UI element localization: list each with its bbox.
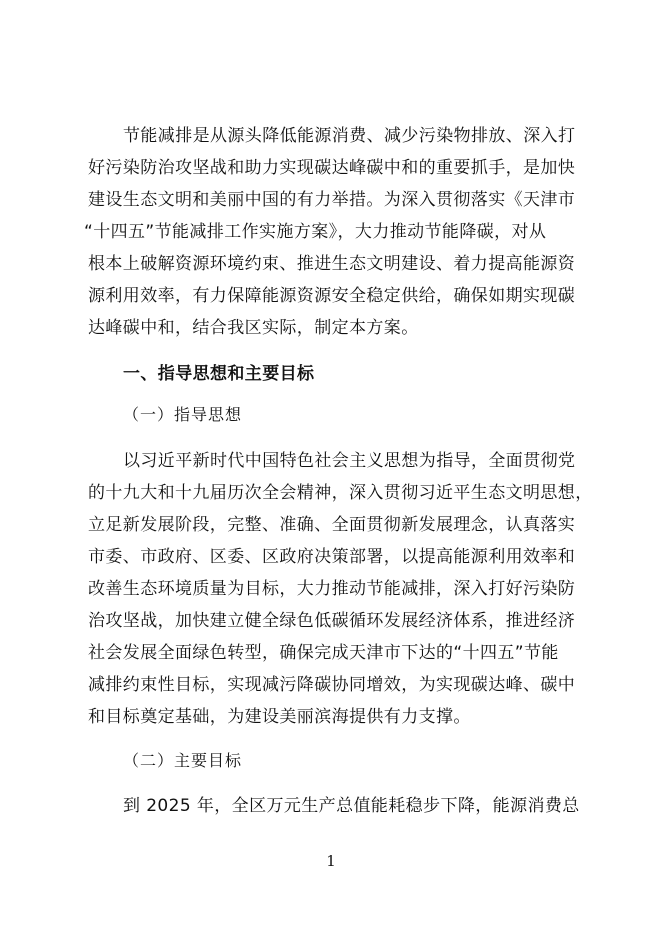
intro-line: 源利用效率，有力保障能源资源安全稳定供给，确保如期实现碳 (88, 286, 576, 306)
guiding-line: 以习近平新时代中国特色社会主义思想为指导，全面贯彻党 (123, 451, 576, 471)
guiding-line: 减排约束性目标，实现减污降碳协同增效，为实现碳达峰、碳中 (88, 675, 576, 695)
guiding-line: 立足新发展阶段，完整、准确、全面贯彻新发展理念，认真落实 (88, 515, 576, 535)
guiding-line: 市委、市政府、区委、区政府决策部署，以提高能源利用效率和 (88, 547, 576, 567)
subsection-heading: （一）指导思想 (123, 405, 243, 424)
guiding-line: 治攻坚战，加快建立健全绿色低碳循环发展经济体系，推进经济 (88, 611, 576, 631)
guiding-line: 社会发展全面绿色转型，确保完成天津市下达的“十四五”节能 (88, 643, 559, 663)
subsection-heading: （二）主要目标 (123, 751, 243, 770)
intro-line: 建设生态文明和美丽中国的有力举措。为深入贯彻落实《天津市 (88, 190, 576, 210)
intro-line: 节能减排是从源头降低能源消费、减少污染物排放、深入打 (123, 126, 576, 146)
page-number: 1 (326, 852, 336, 870)
intro-line: 好污染防治攻坚战和助力实现碳达峰碳中和的重要抓手，是加快 (88, 158, 576, 178)
goals-line: 到 2025 年，全区万元生产总值能耗稳步下降，能源消费总 (123, 796, 580, 816)
section-heading: 一、指导思想和主要目标 (123, 364, 315, 384)
guiding-line: 改善生态环境质量为目标，大力推动节能减排，深入打好污染防 (88, 579, 576, 599)
intro-line: 达峰碳中和，结合我区实际，制定本方案。 (88, 318, 419, 338)
guiding-line: 的十九大和十九届历次全会精神，深入贯彻习近平生态文明思想， (88, 483, 593, 503)
intro-line: “十四五”节能减排工作实施方案》，大力推动节能降碳，对从 (84, 222, 547, 242)
guiding-line: 和目标奠定基础，为建设美丽滨海提供有力支撑。 (88, 707, 471, 727)
intro-line: 根本上破解资源环境约束、推进生态文明建设、着力提高能源资 (88, 254, 576, 274)
